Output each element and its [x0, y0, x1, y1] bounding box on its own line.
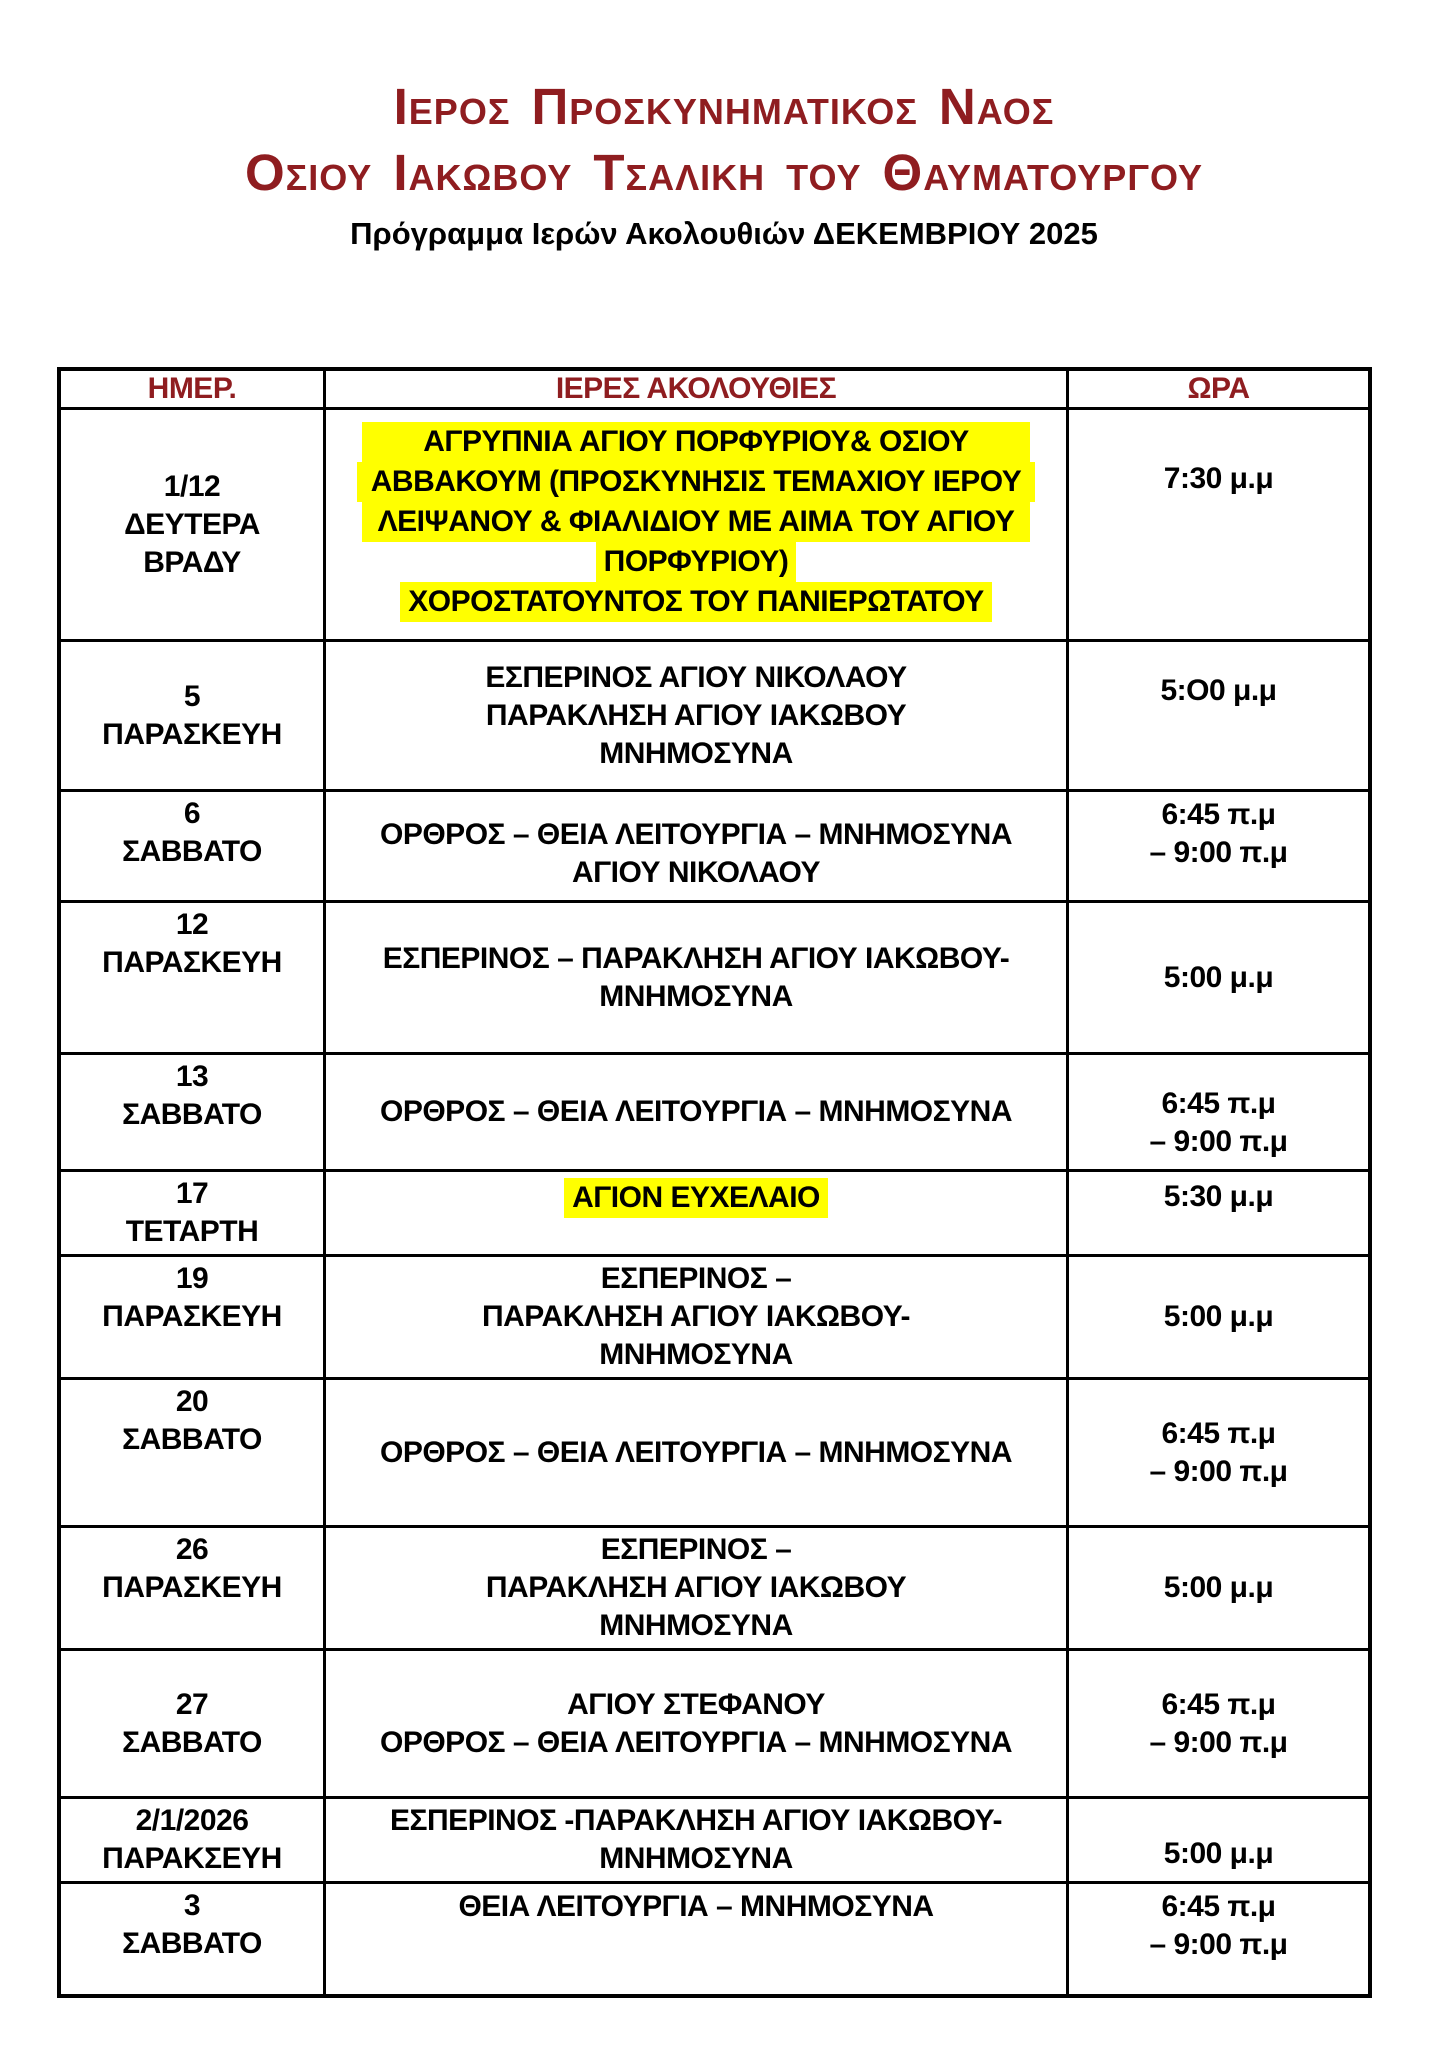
time-line: 6:45 π.μ [1161, 1890, 1276, 1923]
time-line: – 9:00 π.μ [1149, 1454, 1288, 1488]
services-cell [326, 1172, 1069, 1254]
date-line: 26 [175, 1533, 209, 1566]
service-line [400, 582, 991, 622]
table-row [61, 1525, 1368, 1648]
service-line: ΠΑΡΑΚΛΗΣΗ ΑΓΙΟΥ ΙΑΚΩΒΟΥ [485, 698, 907, 732]
date-line: 12 [175, 908, 209, 941]
time-line: 5:30 μ.μ [1163, 1180, 1274, 1213]
date-cell [61, 1799, 326, 1881]
date-cell [61, 1172, 326, 1254]
time-cell [1069, 1172, 1368, 1254]
table-row [61, 1796, 1368, 1881]
table-row [61, 1377, 1368, 1525]
services-cell [326, 1380, 1069, 1525]
table-row [61, 1169, 1368, 1254]
service-line: ΜΝΗΜΟΣΥΝΑ [599, 979, 793, 1013]
table-row [61, 1254, 1368, 1377]
table-row [61, 789, 1368, 900]
service-line: ΕΣΠΕΡΙΝΟΣ – [600, 1533, 792, 1566]
table-row [61, 1881, 1368, 1994]
service-line [596, 542, 797, 582]
date-cell [61, 1257, 326, 1377]
time-line: 5:00 μ.μ [1163, 1571, 1274, 1604]
title-initial-cap: Π [531, 78, 570, 135]
services-cell [326, 1799, 1069, 1881]
service-line [362, 422, 1030, 462]
schedule-rows [61, 410, 1368, 1994]
highlighted-service: ΠΟΡΦΥΡΙΟΥ) [596, 542, 797, 582]
date-line: ΣΑΒΒΑΤΟ [122, 1423, 262, 1456]
highlighted-service: ΧΟΡΟΣΤΑΤΟΥΝΤΟΣ ΤΟΥ ΠΑΝΙΕΡΩΤΑΤΟΥ [400, 582, 991, 622]
title-initial-cap: Ι [393, 144, 409, 201]
date-line: 20 [175, 1385, 209, 1418]
date-line: ΠΑΡΑΣΚΕΥΗ [102, 1571, 282, 1604]
date-cell [61, 1380, 326, 1525]
time-cell [1069, 1799, 1368, 1881]
services-cell [326, 1528, 1069, 1648]
date-cell [61, 792, 326, 900]
highlighted-service: ΑΓΡΥΠΝΙΑ ΑΓΙΟΥ ΠΟΡΦΥΡΙΟΥ& ΟΣΙΟΥ [362, 422, 1030, 462]
time-line: – 9:00 π.μ [1149, 836, 1288, 869]
time-line: 5:00 μ.μ [1163, 960, 1274, 994]
time-line: – 9:00 π.μ [1149, 1928, 1288, 1961]
date-line: ΣΑΒΒΑΤΟ [122, 1098, 262, 1131]
services-cell [326, 642, 1069, 789]
date-cell [61, 410, 326, 639]
date-line: 6 [183, 797, 201, 830]
table-row [61, 1052, 1368, 1169]
service-line: ΜΝΗΜΟΣΥΝΑ [599, 1338, 793, 1371]
date-line: ΠΑΡΑΣΚΕΥΗ [102, 1300, 282, 1333]
time-cell [1069, 1651, 1368, 1796]
date-line: 3 [183, 1889, 201, 1922]
service-line [564, 1178, 828, 1218]
service-line: ΜΝΗΜΟΣΥΝΑ [599, 736, 793, 770]
date-cell [61, 1884, 326, 1994]
highlighted-service: ΑΓΙΟΝ ΕΥΧΕΛΑΙΟ [564, 1178, 828, 1218]
date-line: 17 [175, 1177, 209, 1210]
service-line: ΟΡΘΡΟΣ – ΘΕΙΑ ΛΕΙΤΟΥΡΓΙΑ – ΜΝΗΜΟΣΥΝΑ [380, 1435, 1012, 1469]
date-line: 1/12 [163, 469, 221, 503]
service-line: ΜΝΗΜΟΣΥΝΑ [599, 1842, 793, 1875]
service-line: ΠΑΡΑΚΛΗΣΗ ΑΓΙΟΥ ΙΑΚΩΒΟΥ- [481, 1300, 911, 1333]
title-initial-cap: Ι [393, 78, 409, 135]
time-cell [1069, 1884, 1368, 1994]
date-line: 2/1/2026 [135, 1804, 249, 1837]
time-line: 6:45 π.μ [1161, 1687, 1276, 1721]
date-line: ΣΑΒΒΑΤΟ [122, 1725, 262, 1759]
service-line: ΜΝΗΜΟΣΥΝΑ [599, 1609, 793, 1642]
date-cell [61, 1651, 326, 1796]
schedule-subtitle: Πρόγραμμα Ιερών Ακολουθιών ΔΕΚΕΜΒΡΙΟΥ 2025 [350, 216, 1098, 251]
title-initial-cap: Τ [593, 144, 626, 201]
service-line: ΑΓΙΟΥ ΣΤΕΦΑΝΟΥ [567, 1687, 825, 1721]
services-cell [326, 410, 1069, 639]
time-line: 5:00 μ.μ [1163, 1837, 1274, 1870]
header-time: ΩΡΑ [1187, 372, 1250, 405]
service-line: ΠΑΡΑΚΛΗΣΗ ΑΓΙΟΥ ΙΑΚΩΒΟΥ [485, 1571, 907, 1604]
table-row [61, 900, 1368, 1052]
date-line: ΔΕΥΤΕΡΑ [124, 507, 260, 541]
schedule-table [57, 367, 1372, 1998]
services-cell [326, 1651, 1069, 1796]
table-header-row [61, 371, 1368, 410]
time-cell [1069, 792, 1368, 900]
time-cell [1069, 1257, 1368, 1377]
date-line: 19 [175, 1262, 209, 1295]
service-line: ΟΡΘΡΟΣ – ΘΕΙΑ ΛΕΙΤΟΥΡΓΙΑ – ΜΝΗΜΟΣΥΝΑ [380, 1725, 1012, 1759]
date-line: 13 [175, 1060, 209, 1093]
date-line: 27 [175, 1687, 209, 1721]
date-line: ΤΕΤΑΡΤΗ [125, 1215, 259, 1248]
service-line [362, 502, 1030, 542]
table-row [61, 639, 1368, 789]
time-line: 6:45 π.μ [1161, 798, 1276, 831]
time-line: 5:O0 μ.μ [1160, 674, 1277, 707]
service-line: ΕΣΠΕΡΙΝΟΣ – ΠΑΡΑΚΛΗΣΗ ΑΓΙΟΥ ΙΑΚΩΒΟΥ- [382, 941, 1010, 975]
date-line: ΠΑΡΑΚΣΕΥΗ [102, 1842, 282, 1875]
services-cell [326, 1257, 1069, 1377]
title-initial-cap: Ο [245, 144, 286, 201]
service-line: ΕΣΠΕΡΙΝΟΣ -ΠΑΡΑΚΛΗΣΗ ΑΓΙΟΥ ΙΑΚΩΒΟΥ- [390, 1804, 1002, 1837]
time-line: – 9:00 π.μ [1149, 1725, 1288, 1759]
church-title-line-2: ΟΣΙΟΥ ΙΑΚΩΒΟΥ ΤΣΑΛΙΚΗ ΤΟΥ ΘΑΥΜΑΤΟΥΡΓΟΥ [245, 144, 1203, 201]
header-date: ΗΜΕΡ. [61, 371, 326, 407]
services-cell [326, 792, 1069, 900]
time-cell [1069, 642, 1368, 789]
service-line: ΕΣΠΕΡΙΝΟΣ – [600, 1262, 792, 1295]
date-cell [61, 903, 326, 1052]
service-line: ΕΣΠΕΡΙΝΟΣ ΑΓΙΟΥ ΝΙΚΟΛΑΟΥ [485, 660, 907, 694]
date-line: ΠΑΡΑΣΚΕΥΗ [102, 946, 282, 979]
service-line: ΟΡΘΡΟΣ – ΘΕΙΑ ΛΕΙΤΟΥΡΓΙΑ – ΜΝΗΜΟΣΥΝΑ [380, 818, 1012, 851]
time-line: 5:00 μ.μ [1163, 1300, 1274, 1333]
time-line: – 9:00 π.μ [1149, 1125, 1288, 1158]
table-row [61, 1648, 1368, 1796]
date-line: ΠΑΡΑΣΚΕΥΗ [102, 717, 282, 751]
services-cell [326, 1055, 1069, 1169]
date-line: ΣΑΒΒΑΤΟ [122, 835, 262, 868]
service-line: ΑΓΙΟΥ ΝΙΚΟΛΑΟΥ [571, 856, 821, 889]
date-cell [61, 1055, 326, 1169]
services-cell [326, 903, 1069, 1052]
date-line: ΣΑΒΒΑΤΟ [122, 1927, 262, 1960]
time-cell [1069, 1055, 1368, 1169]
time-cell [1069, 410, 1368, 639]
time-line: 6:45 π.μ [1161, 1087, 1276, 1120]
service-line: ΟΡΘΡΟΣ – ΘΕΙΑ ΛΕΙΤΟΥΡΓΙΑ – ΜΝΗΜΟΣΥΝΑ [380, 1095, 1012, 1128]
highlighted-service: ΑΒΒΑΚΟΥΜ (ΠΡΟΣΚΥΝΗΣΙΣ ΤΕΜΑΧΙΟΥ ΙΕΡΟΥ [357, 462, 1036, 502]
date-cell [61, 1528, 326, 1648]
services-cell [326, 1884, 1069, 1994]
highlighted-service: ΛΕΙΨΑΝΟΥ & ΦΙΑΛΙΔΙΟΥ ΜΕ ΑΙΜΑ ΤΟΥ ΑΓΙΟΥ [362, 502, 1030, 542]
time-cell [1069, 903, 1368, 1052]
time-cell [1069, 1528, 1368, 1648]
service-line: ΘΕΙΑ ΛΕΙΤΟΥΡΓΙΑ – ΜΝΗΜΟΣΥΝΑ [458, 1890, 934, 1923]
time-line: 7:30 μ.μ [1163, 462, 1274, 495]
service-line [357, 462, 1036, 502]
date-line: 5 [183, 679, 201, 713]
table-row [61, 410, 1368, 639]
time-cell [1069, 1380, 1368, 1525]
header-services: ΙΕΡΕΣ ΑΚΟΛΟΥΘΙΕΣ [326, 371, 1069, 407]
date-cell [61, 642, 326, 789]
date-line: ΒΡΑΔΥ [143, 545, 241, 579]
title-initial-cap: Θ [882, 144, 924, 201]
church-title-line-1: ΙΕΡΟΣ ΠΡΟΣΚΥΝΗΜΑΤΙΚΟΣ ΝΑΟΣ [393, 78, 1055, 135]
time-line: 6:45 π.μ [1161, 1416, 1276, 1450]
title-initial-cap: Ν [938, 78, 977, 135]
